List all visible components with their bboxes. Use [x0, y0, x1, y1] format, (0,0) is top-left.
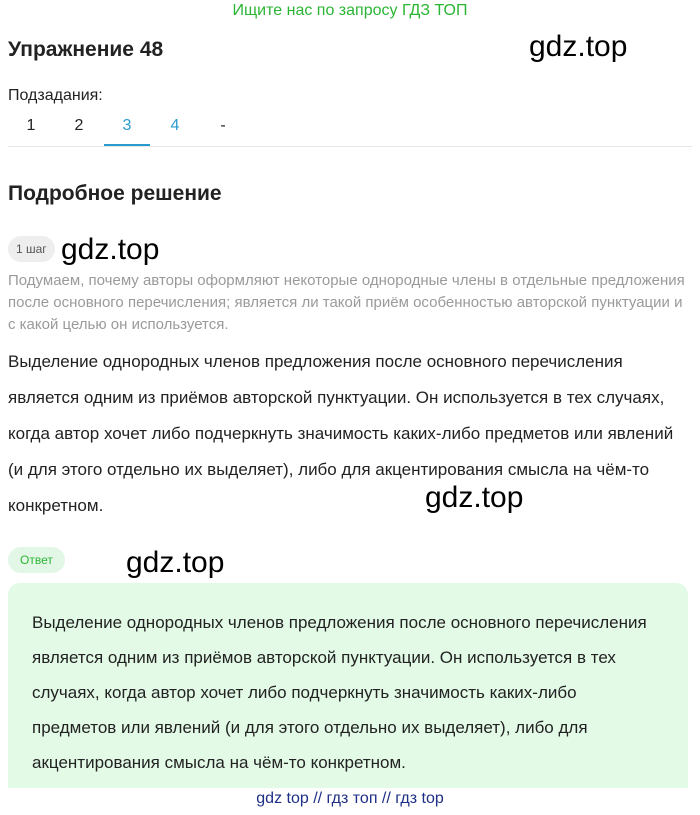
- subtask-tabs: [8, 108, 248, 146]
- watermark: gdz.top: [126, 546, 225, 579]
- watermark: gdz.top: [529, 30, 628, 63]
- subtask-tab-dash[interactable]: -: [220, 117, 226, 134]
- step-badge: 1 шаг: [8, 236, 55, 262]
- subtask-tab-2[interactable]: 2: [74, 117, 84, 134]
- step-solution-text: Выделение однородных членов предложения после основного перечисления является одним из приёмов авторской пунктуации. Он используется в тех случаях, когда автор хочет либо подчеркнуть значимость каких-либо предметов или явлений (и для этого отдельно их выделяет), либо для акцентирования смысла на чём-то конкретном.: [8, 352, 674, 515]
- subtask-tab-4[interactable]: 4: [170, 117, 180, 134]
- solution-title: Подробное решение: [8, 182, 222, 205]
- search-banner: Ищите нас по запросу ГДЗ ТОП: [232, 2, 468, 19]
- footer-links: gdz top // гдз топ // гдз top: [256, 790, 444, 807]
- subtask-tab-3[interactable]: 3: [104, 108, 150, 146]
- subtask-tab-1[interactable]: 1: [26, 117, 36, 134]
- watermark: gdz.top: [61, 233, 160, 266]
- step-question: Подумаем, почему авторы оформляют некоторые однородные члены в отдельные предложения после основного перечисления; является ли такой приём особенностью авторской пунктуации и с какой целью он используется.: [8, 272, 685, 333]
- answer-box: [8, 583, 688, 788]
- divider: [8, 146, 692, 147]
- page-title: Упражнение 48: [8, 38, 164, 61]
- answer-badge: Ответ: [8, 547, 65, 573]
- subtasks-label: Подзадания:: [8, 87, 103, 104]
- watermark: gdz.top: [425, 481, 524, 514]
- answer-text: Выделение однородных членов предложения после основного перечисления является одним из приёмов авторской пунктуации. Он используется в тех случаях, когда автор хочет либо подчеркнуть значимость каких-либо предметов или явлений (и для этого отдельно их выделяет), либо для акцентирования смысла на чём-то конкретном.: [32, 613, 647, 772]
